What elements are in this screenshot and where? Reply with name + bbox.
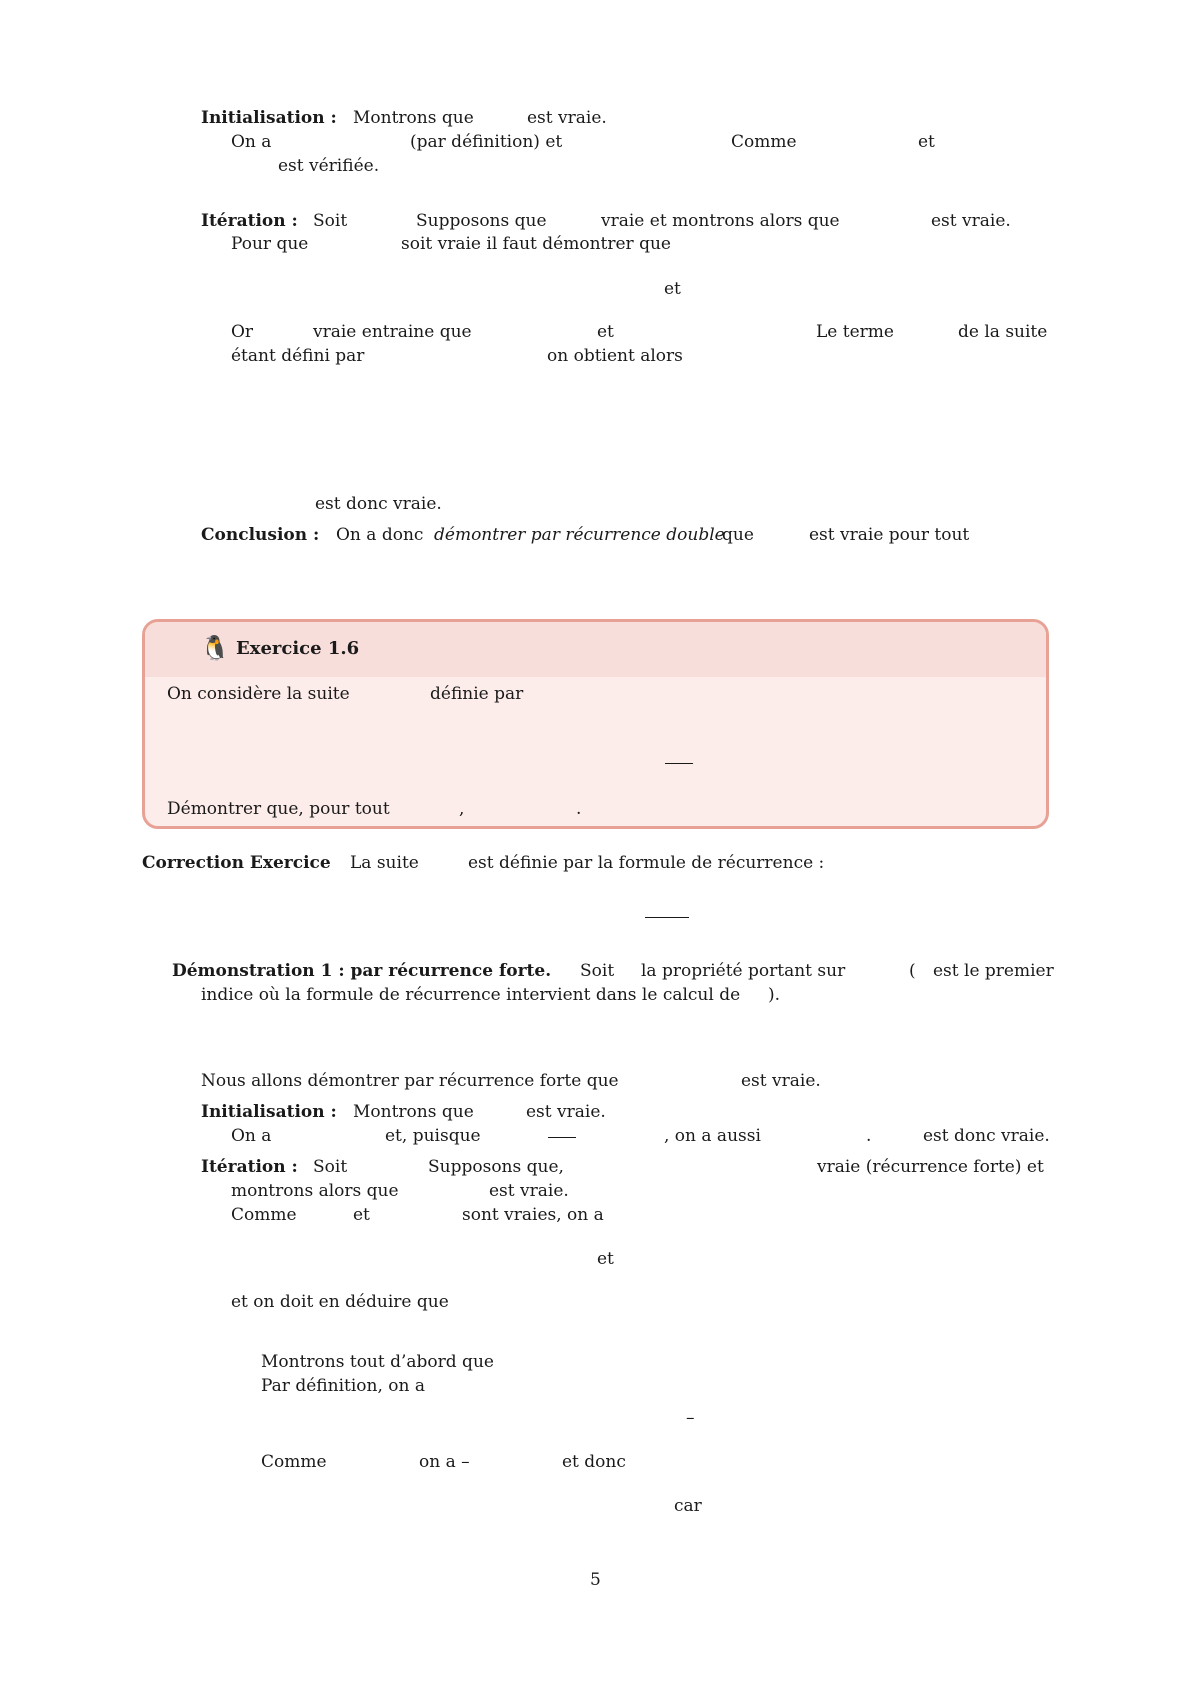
text: Soit [313, 1157, 348, 1177]
text: Montrons tout d’abord que [261, 1352, 494, 1372]
text: ( [909, 961, 916, 981]
text: Le terme [816, 322, 894, 342]
text: vraie (récurrence forte) et [817, 1157, 1044, 1177]
penguin-icon: 🐧 [200, 634, 230, 662]
text: et [918, 132, 935, 152]
text: Comme [231, 1205, 297, 1225]
text: étant défini par [231, 346, 365, 366]
text: Soit [313, 211, 348, 231]
text: et [597, 1249, 614, 1269]
text: Comme [731, 132, 797, 152]
demo-label: Démonstration 1 : par récurrence forte. [172, 961, 552, 981]
text: car [674, 1496, 702, 1516]
text: La suite [350, 853, 419, 873]
text: soit vraie il faut démontrer que [401, 234, 671, 254]
page-number: 5 [590, 1570, 601, 1590]
text: est le premier [933, 961, 1054, 981]
exercise-title: Exercice 1.6 [236, 638, 360, 659]
text: est vraie. [526, 1102, 606, 1122]
text: montrons alors que [231, 1181, 399, 1201]
init-label: Initialisation : [201, 108, 337, 128]
text: , on a aussi [664, 1126, 761, 1146]
fraction-bar [548, 1137, 576, 1138]
fraction-bar [665, 763, 693, 764]
text: est vérifiée. [278, 156, 380, 176]
text: . [576, 799, 582, 819]
text: Nous allons démontrer par récurrence forte que [201, 1071, 619, 1091]
text: la propriété portant sur [641, 961, 846, 981]
text: Montrons que [353, 1102, 474, 1122]
text: est vraie. [741, 1071, 821, 1091]
text: est vraie. [527, 108, 607, 128]
text: que [722, 525, 754, 545]
iter-label: Itération : [201, 1157, 298, 1177]
text: Or [231, 322, 254, 342]
text: est vraie. [931, 211, 1011, 231]
text: vraie entraine que [313, 322, 472, 342]
text: est donc vraie. [923, 1126, 1050, 1146]
text: Supposons que, [428, 1157, 564, 1177]
text: , [459, 799, 465, 819]
text: vraie et montrons alors que [601, 211, 840, 231]
text: et donc [562, 1452, 626, 1472]
text: Soit [580, 961, 615, 981]
text: Par définition, on a [261, 1376, 425, 1396]
text: Comme [261, 1452, 327, 1472]
text: on obtient alors [547, 346, 683, 366]
text: On a [231, 132, 272, 152]
text: et, puisque [385, 1126, 481, 1146]
fraction-bar [645, 917, 689, 918]
text: On considère la suite [167, 684, 350, 704]
text: On a [231, 1126, 272, 1146]
text: – [686, 1408, 695, 1428]
text: On a donc [336, 525, 424, 545]
text: Montrons que [353, 108, 474, 128]
text: de la suite [958, 322, 1048, 342]
text: est donc vraie. [315, 494, 442, 514]
text: est vraie pour tout [809, 525, 970, 545]
text: sont vraies, on a [462, 1205, 604, 1225]
text: Pour que [231, 234, 309, 254]
text: est vraie. [489, 1181, 569, 1201]
conclusion-label: Conclusion : [201, 525, 320, 545]
text: on a – [419, 1452, 470, 1472]
init-label: Initialisation : [201, 1102, 337, 1122]
text: est définie par la formule de récurrence : [468, 853, 825, 873]
text: Démontrer que, pour tout [167, 799, 390, 819]
text: indice où la formule de récurrence intervient dans le calcul de [201, 985, 741, 1005]
text: . [866, 1126, 872, 1146]
text: Supposons que [416, 211, 547, 231]
correction-label: Correction Exercice [142, 853, 331, 873]
text: définie par [430, 684, 524, 704]
text: et [597, 322, 614, 342]
text: et [664, 279, 681, 299]
text: et on doit en déduire que [231, 1292, 449, 1312]
text: (par définition) et [410, 132, 563, 152]
exercise-box [142, 619, 1049, 829]
text: et [353, 1205, 370, 1225]
text: ). [768, 985, 781, 1005]
iter-label: Itération : [201, 211, 298, 231]
text-italic: démontrer par récurrence double [434, 525, 725, 545]
